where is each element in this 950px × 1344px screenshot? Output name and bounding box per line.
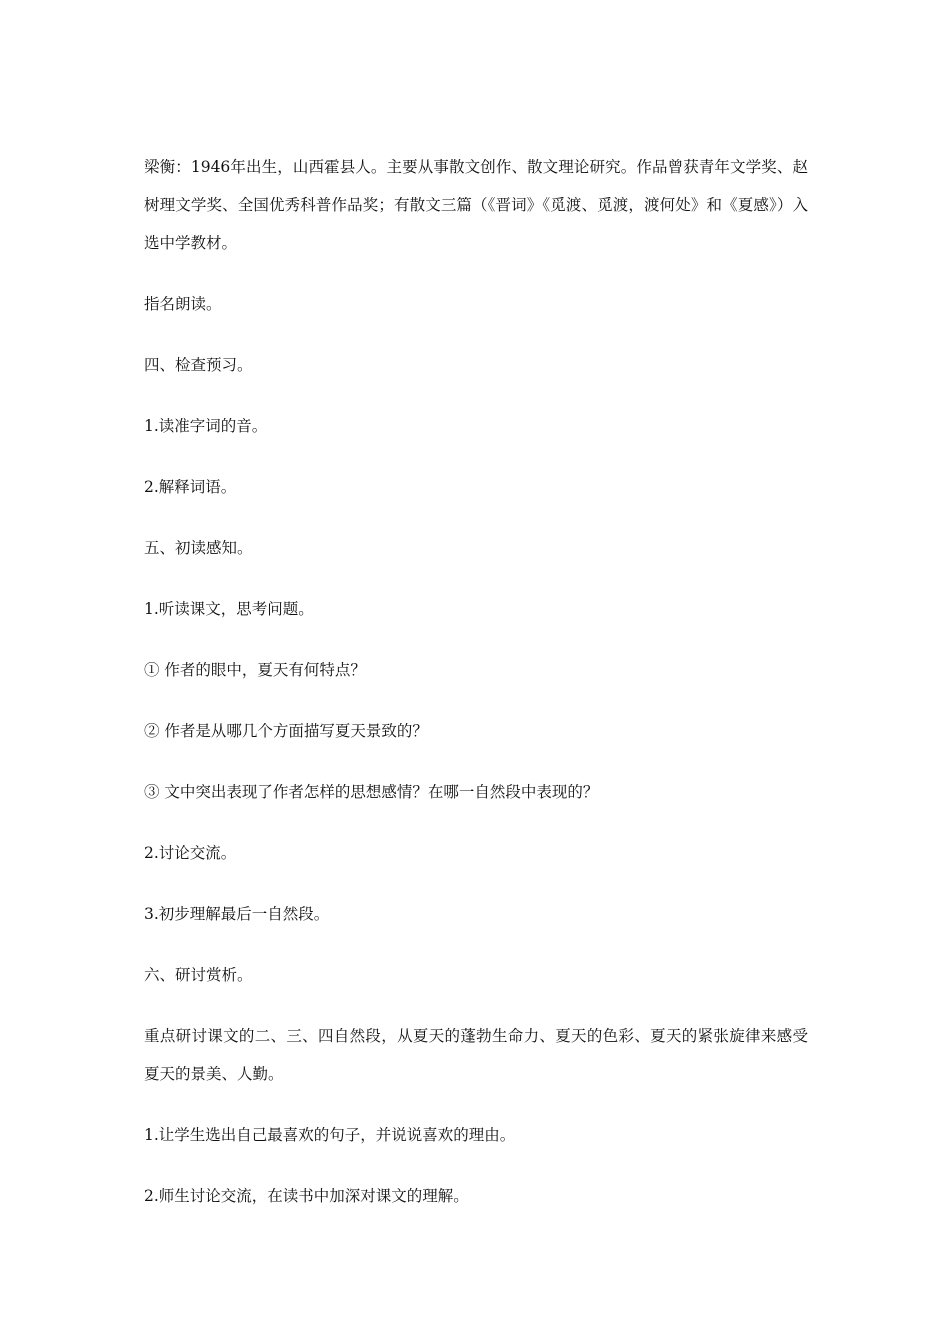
list-item-explain-words: 2.解释词语。: [144, 478, 237, 496]
section-heading-first-reading: 五、初读感知。: [144, 539, 253, 557]
paragraph-read-aloud: 指名朗读。: [144, 295, 222, 313]
list-item-listen-think: 1.听读课文，思考问题。: [144, 600, 314, 618]
paragraph-author-bio: 梁衡：1946年出生，山西霍县人。主要从事散文创作、散文理论研究。作品曾获青年文学奖、赵树理文学奖、全国优秀科普作品奖；有散文三篇（《晋词》《觅渡、觅渡，渡何处》和《夏感》）入选中学教材。: [144, 158, 808, 252]
list-item-discuss: 2.讨论交流。: [144, 844, 237, 862]
list-item-favorite-sentence: 1.让学生选出自己最喜欢的句子，并说说喜欢的理由。: [144, 1126, 516, 1144]
question-2: ② 作者是从哪几个方面描写夏天景致的？: [144, 722, 428, 740]
paragraph-analysis-focus: 重点研讨课文的二、三、四自然段，从夏天的蓬勃生命力、夏天的色彩、夏天的紧张旋律来感受夏天的景美、人勤。: [144, 1027, 808, 1083]
section-heading-preview-check: 四、检查预习。: [144, 356, 253, 374]
list-item-pronunciation: 1.读准字词的音。: [144, 417, 268, 435]
document-body: [144, 148, 808, 1215]
question-1: ① 作者的眼中，夏天有何特点？: [144, 661, 366, 679]
section-heading-analysis: 六、研讨赏析。: [144, 966, 253, 984]
list-item-teacher-student-discussion: 2.师生讨论交流，在读书中加深对课文的理解。: [144, 1187, 469, 1205]
question-3: ③ 文中突出表现了作者怎样的思想感情？在哪一自然段中表现的？: [144, 783, 599, 801]
list-item-last-paragraph: 3.初步理解最后一自然段。: [144, 905, 330, 923]
